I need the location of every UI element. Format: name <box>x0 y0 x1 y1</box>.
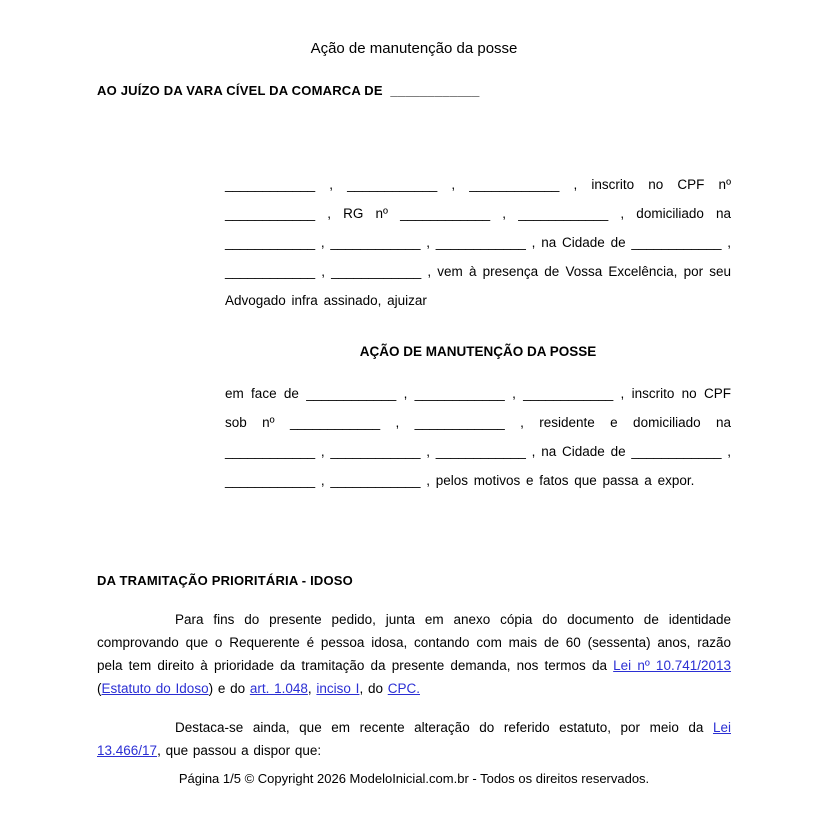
court-heading-blank: ____________ <box>390 83 480 98</box>
amendment-text-2: , que passou a dispor que: <box>157 743 322 758</box>
court-heading <box>97 83 731 99</box>
link-art-1048[interactable]: art. 1.048 <box>249 681 308 696</box>
defendant-paragraph: em face de ____________ , ____________ , ____________ , inscrito no CPF sob nº ____________ , ____________ , residente e domiciliado na ____________ , ____________ , ____________ , na Cidade de ____________ , ____________ , ____________ , pelos motivos e fatos que passa a expor. <box>225 386 731 488</box>
link-inciso-i[interactable]: inciso I <box>316 681 360 696</box>
amendment-paragraph <box>97 716 731 762</box>
amendment-text-1: Destaca-se ainda, que em recente alteração do referido estatuto, por meio da <box>175 720 713 735</box>
page-footer: Página 1/5 © Copyright 2026 ModeloInicial.com.br - Todos os direitos reservados. <box>178 771 650 786</box>
action-title: AÇÃO DE MANUTENÇÃO DA POSSE <box>359 344 597 359</box>
priority-section-heading: DA TRAMITAÇÃO PRIORITÁRIA - IDOSO <box>97 573 353 588</box>
priority-paragraph <box>97 608 731 700</box>
qualification-paragraph: ____________ , ____________ , ____________ , inscrito no CPF nº ____________ , RG nº ____________ , ____________ , domiciliado na ____________ , ____________ , ____________ , na Cidade de ____________ , ____________ , ____________ , vem à presença de Vossa Excelência, por seu Advogado infra assinado, ajuizar <box>225 177 731 308</box>
document-title: Ação de manutenção da posse <box>310 40 518 57</box>
link-lei-10741[interactable]: Lei nº 10.741/2013 <box>613 658 732 673</box>
priority-text-1: Para fins do presente pedido, junta em anexo cópia do documento de identidade comprovando que o Requerente é pessoa idosa, contando com mais de 60 (sessenta) anos, razão pela tem direito à prioridade da tramitação da presente demanda, nos termos da <box>97 612 731 673</box>
link-cpc[interactable]: CPC. <box>387 681 420 696</box>
priority-text-2: ( <box>97 681 102 696</box>
priority-text-4: , <box>307 681 317 696</box>
court-heading-text: AO JUÍZO DA VARA CÍVEL DA COMARCA DE <box>97 83 383 98</box>
link-lei-13466[interactable]: Lei 13.466/17 <box>97 720 731 758</box>
priority-text-3: ) e do <box>208 681 250 696</box>
link-estatuto-idoso[interactable]: Estatuto do Idoso <box>101 681 209 696</box>
priority-text-5: , do <box>359 681 388 696</box>
